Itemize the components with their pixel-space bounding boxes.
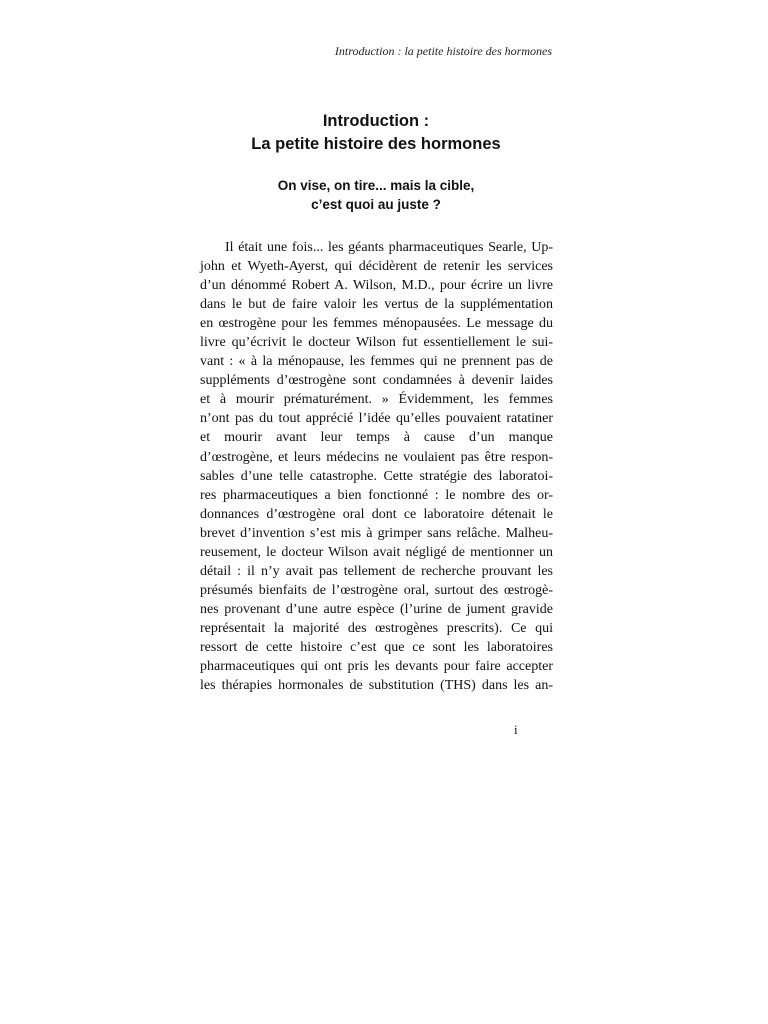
- paragraph-line: suppléments d’œstrogène sont condamnées à devenir laides: [200, 373, 553, 389]
- paragraph-line: n’ont pas du tout apprécié l’idée qu’elles pouvaient ratatiner: [200, 411, 553, 427]
- chapter-title: [200, 110, 552, 156]
- paragraph-line: d’œstrogène, et leurs médecins ne voulaient pas être respon-: [200, 449, 553, 465]
- paragraph-line: détail : il n’y avait pas tellement de recherche prouvant les: [200, 563, 553, 579]
- chapter-subtitle-line: On vise, on tire... mais la cible,: [277, 178, 475, 193]
- body-paragraph: [200, 238, 553, 695]
- chapter-subtitle-line: c’est quoi au juste ?: [311, 197, 441, 212]
- paragraph-line: ressort de cette histoire c’est que ce sont les laboratoires: [200, 639, 553, 655]
- paragraph-line: et mourir avant leur temps à cause d’un manque: [200, 430, 553, 446]
- paragraph-line: en œstrogène pour les femmes ménopausées. Le message du: [200, 316, 553, 332]
- paragraph-line: Il était une fois... les géants pharmaceutiques Searle, Up-: [225, 240, 553, 255]
- paragraph-line: les thérapies hormonales de substitution (THS) dans les an-: [200, 678, 553, 694]
- paragraph-line: d’un dénommé Robert A. Wilson, M.D., pour écrire un livre: [200, 278, 553, 294]
- paragraph-line: représentait la majorité des œstrogènes prescrits). Ce qui: [200, 620, 553, 636]
- chapter-subtitle: [200, 176, 552, 214]
- paragraph-line: nes provenant d’une autre espèce (l’urine de jument gravide: [200, 601, 553, 617]
- paragraph-line: john et Wyeth-Ayerst, qui décidèrent de retenir les services: [200, 259, 553, 275]
- paragraph-line: présumés bienfaits de l’œstrogène oral, surtout des œstrogè-: [200, 582, 553, 598]
- paragraph-line: donnances d’œstrogène oral dont ce laboratoire détenait le: [200, 506, 553, 522]
- paragraph-line: pharmaceutiques qui ont pris les devants pour faire accepter: [200, 659, 553, 675]
- page-number: i: [514, 722, 518, 737]
- paragraph-line: vant : « à la ménopause, les femmes qui ne prennent pas de: [200, 354, 553, 370]
- chapter-title-line: Introduction :: [322, 112, 430, 130]
- paragraph-line: brevet d’invention s’est mis à grimper sans relâche. Malheu-: [200, 525, 553, 541]
- paragraph-line: livre qu’écrivit le docteur Wilson fut essentiellement le sui-: [200, 335, 553, 351]
- paragraph-line: sables d’une telle catastrophe. Cette stratégie des laboratoi-: [200, 468, 553, 484]
- paragraph-line: et à mourir prématurément. » Évidemment, les femmes: [200, 392, 553, 408]
- paragraph-line: reusement, le docteur Wilson avait négligé de mentionner un: [200, 544, 553, 560]
- running-header: Introduction : la petite histoire des hormones: [334, 44, 552, 58]
- paragraph-line: res pharmaceutiques a bien fonctionné : le nombre des or-: [200, 487, 553, 503]
- chapter-title-line: La petite histoire des hormones: [251, 135, 501, 153]
- paragraph-line: dans le but de faire valoir les vertus de la supplémentation: [200, 297, 553, 313]
